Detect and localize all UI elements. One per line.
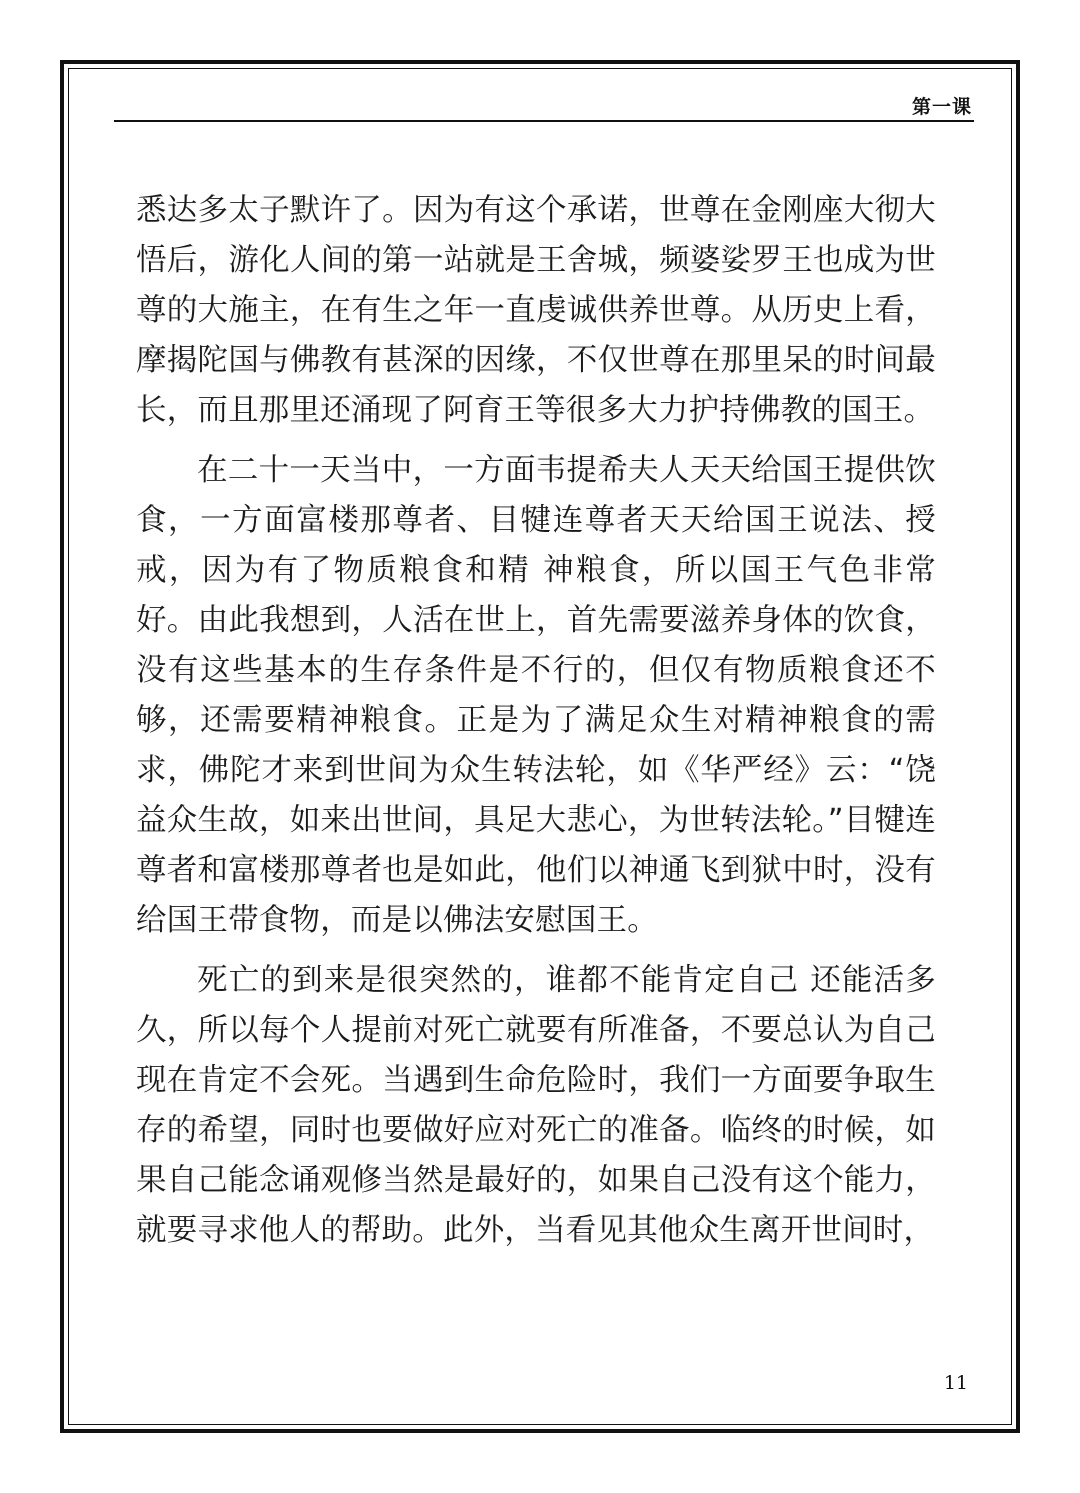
paragraph-3: 死亡的到来是很突然的，谁都不能肯定自己 还能活多久，所以每个人提前对死亡就要有所准备，不要总认为自己现在肯定不会死。当遇到生命危险时，我们一方面要争取生存的希望，同时也要做好应对死亡的准备。临终的时候，如果自己能念诵观修当然是最好的，如果自己没有这个能力，就要寻求他人的帮助。此外，当看见其他众生离开世间时， xyxy=(136,963,936,1248)
body-text xyxy=(136,186,936,1256)
running-header-lesson: 第一课 xyxy=(911,96,972,118)
page-number: 11 xyxy=(943,1372,968,1394)
header-rule xyxy=(114,120,974,122)
paragraph-1: 悉达多太子默许了。因为有这个承诺，世尊在金刚座大彻大悟后，游化人间的第一站就是王舍城，频婆娑罗王也成为世尊的大施主，在有生之年一直虔诚供养世尊。从历史上看，摩揭陀国与佛教有甚深的因缘，不仅世尊在那里呆的时间最长，而且那里还涌现了阿育王等很多大力护持佛教的国王。 xyxy=(136,193,936,428)
paragraph-2: 在二十一天当中，一方面韦提希夫人天天给国王提供饮食，一方面富楼那尊者、目犍连尊者天天给国王说法、授戒，因为有了物质粮食和精 神粮食，所以国王气色非常好。由此我想到，人活在世上，首先需要滋养身体的饮食，没有这些基本的生存条件是不行的，但仅有物质粮食还不 够，还需要精神粮食。正是为了满足众生对精神粮食的需求，佛陀才来到世间为众生转法轮，如《华严经》云：“饶益众生故，如来出世间，具足大悲心，为世转法轮。”目犍连尊者和富楼那尊者也是如此，他们以神通飞到狱中时，没有给国王带食物，而是以佛法安慰国王。 xyxy=(136,453,936,938)
